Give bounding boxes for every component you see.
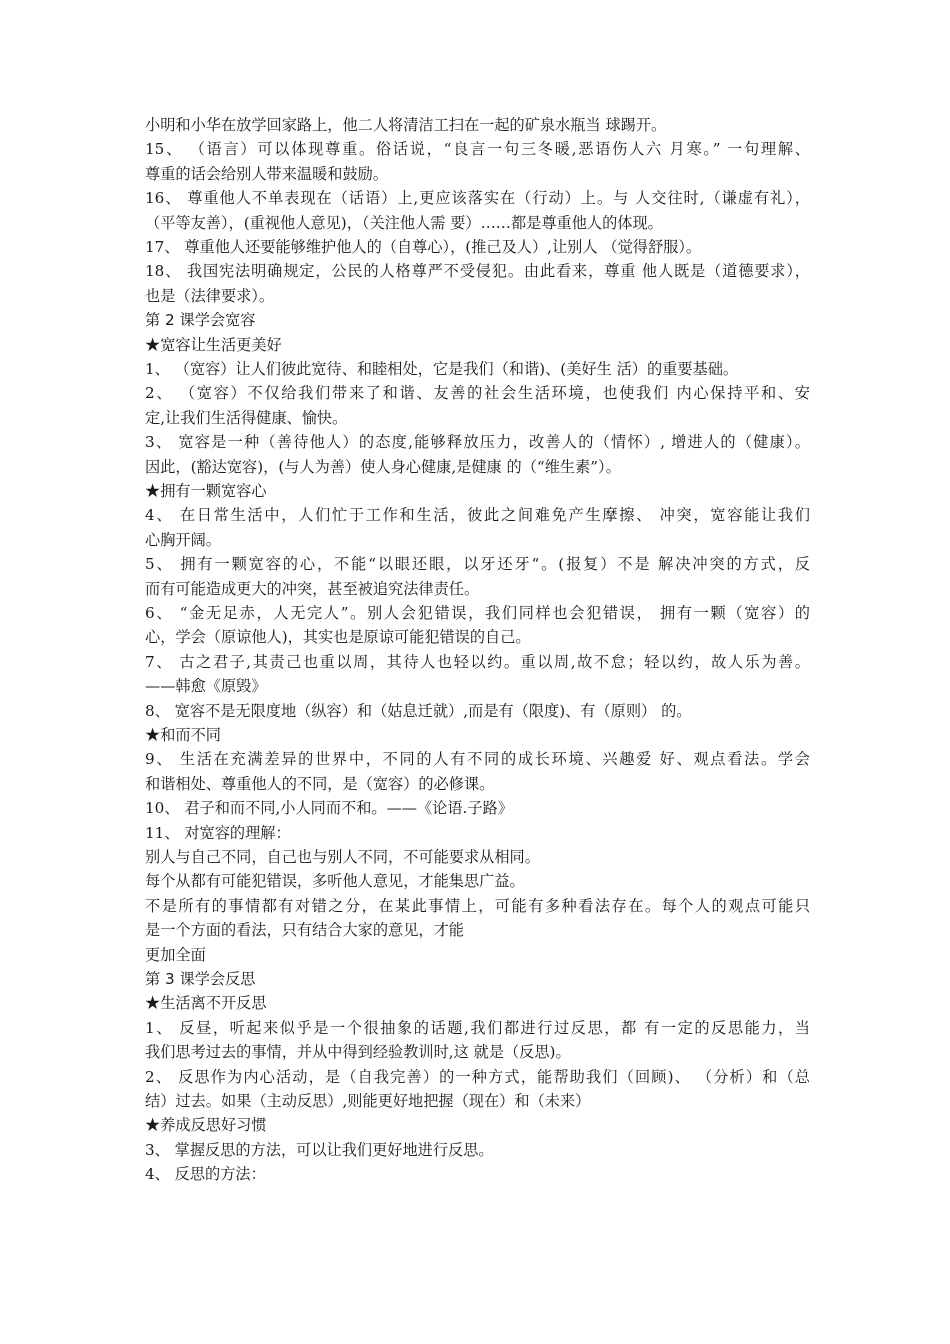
text-line: ——韩愈《原毁》: [145, 677, 267, 696]
text-line: 因此，(豁达宽容)，(与人为善）使人身心健康,是健康 的（“维生素”）。: [145, 457, 621, 476]
text-line: 和谐相处、尊重他人的不同，是（宽容）的必修课。: [145, 774, 495, 793]
text-line: 每个从都有可能犯错误，多听他人意见，才能集思广益。: [145, 872, 525, 891]
text-line: 5、 拥有一颗宽容的心，不能“以眼还眼，以牙还牙“。(报复）不是 解决冲突的方式，反: [145, 555, 810, 574]
text-line: 小明和小华在放学回家路上，他二人将清洁工扫在一起的矿泉水瓶当 球踢开。: [145, 116, 667, 134]
section-heading: ★和而不同: [145, 726, 221, 745]
text-line: 而有可能造成更大的冲突，甚至被追究法律责任。: [145, 579, 480, 598]
text-line: 我们思考过去的事情，并从中得到经验教训时,这 就是（反思)。: [145, 1043, 571, 1062]
text-line: 结）过去。如果（主动反思）,则能更好地把握（现在）和（未来）: [145, 1092, 591, 1111]
text-line: 3、 宽容是一种（善待他人）的态度,能够释放压力，改善人的（情怀）, 增进人的（健康）。: [145, 433, 810, 452]
text-line: 8、 宽容不是无限度地（纵容）和（姑息迁就）,而是有（限度)、有（原则） 的。: [145, 701, 692, 720]
text-line: 心，学会（原谅他人)，其实也是原谅可能犯错误的自己。: [145, 628, 531, 647]
text-line: 7、 古之君子,其责己也重以周，其待人也轻以约。重以周,故不怠；轻以约，故人乐为善。: [145, 652, 810, 671]
text-line: 2、 （宽容）不仅给我们带来了和谐、友善的社会生活环境，也使我们 内心保持平和、安: [145, 384, 810, 403]
text-line: 别人与自己不同，自己也与别人不同，不可能要求从相同。: [145, 848, 540, 867]
text-line: 定,让我们生活得健康、愉快。: [145, 408, 348, 427]
text-line: 18、 我国宪法明确规定，公民的人格尊严不受侵犯。由此看来，尊重 他人既是（道德要求），: [145, 262, 810, 281]
text-line: 17、 尊重他人还要能够维护他人的（自尊心），(推己及人）,让别人 （觉得舒服）。: [145, 238, 702, 256]
text-line: 也是（法律要求）。: [145, 286, 275, 305]
section-heading: ★拥有一颗宽容心: [145, 482, 267, 501]
section-heading: ★宽容让生活更美好: [145, 335, 282, 354]
section-heading: ★养成反思好习惯: [145, 1116, 267, 1135]
text-line: 4、 在日常生活中，人们忙于工作和生活，彼此之间难免产生摩擦、 冲突，宽容能让我们: [145, 506, 810, 525]
section-heading: ★生活离不开反思: [145, 994, 267, 1013]
text-line: 6、 “金无足赤，人无完人”。别人会犯错误，我们同样也会犯错误， 拥有一颗（宽容）的: [145, 604, 810, 623]
text-line: 1、 反昼，听起来似乎是一个很抽象的话题,我们都进行过反思，都 有一定的反思能力，当: [145, 1018, 810, 1037]
text-line: 4、 反思的方法：: [145, 1165, 266, 1184]
text-line: 是一个方面的看法，只有结合大家的意见，才能: [145, 921, 464, 940]
text-line: 更加全面: [145, 945, 206, 964]
text-line: 不是所有的事情都有对错之分，在某此事情上，可能有多种看法存在。每个人的观点可能只: [145, 896, 810, 915]
text-line: 1、 （宽容）让人们彼此宽待、和睦相处，它是我们（和谐)、(美好生 活）的重要基础。: [145, 360, 739, 379]
text-line: 10、 君子和而不同,小人同而不和。——《论语.子路》: [145, 799, 513, 818]
section-title: 第 3 课学会反思: [145, 970, 256, 989]
text-line: 2、 反思作为内心活动，是（自我完善）的一种方式，能帮助我们（回顾)、 （分析）和（总: [145, 1067, 810, 1086]
document-page: [145, 113, 810, 1187]
text-line: 15、 （语言）可以体现尊重。俗话说，“良言一句三冬暖,恶语伤人六 月寒。” 一句理解、: [145, 140, 810, 159]
text-line: 9、 生活在充满差异的世界中，不同的人有不同的成长环境、兴趣爱 好、观点看法。学会: [145, 750, 810, 769]
text-line: 11、 对宽容的理解：: [145, 823, 291, 842]
text-line: 心胸开阔。: [145, 530, 221, 549]
text-line: （平等友善），(重视他人意见)，（关注他人需 要）……都是尊重他人的体现。: [145, 213, 663, 232]
section-title: 第 2 课学会宽容: [145, 311, 256, 330]
text-line: 3、 掌握反思的方法，可以让我们更好地进行反思。: [145, 1140, 494, 1159]
text-line: 尊重的话会给别人带来温暖和鼓励。: [145, 164, 388, 183]
text-line: 16、 尊重他人不单表现在（话语）上,更应该落实在（行动）上。与 人交往时,（谦虚有礼），: [145, 189, 810, 208]
